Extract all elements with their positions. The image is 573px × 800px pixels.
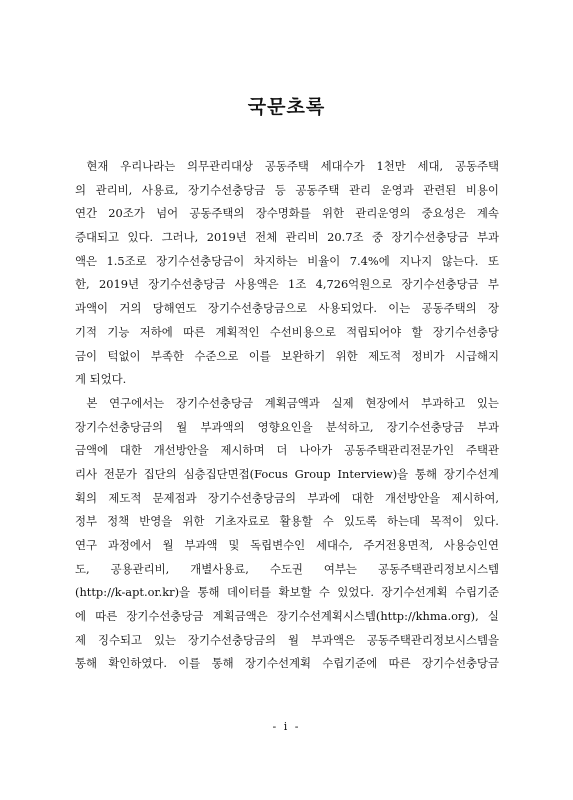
text-line: 통해 확인하였다. 이를 통해 장기수선계획 수립기준에 따른 장기수선충당금 bbox=[75, 656, 499, 671]
text-line: (http://k-apt.or.kr)을 통해 데이터를 확보할 수 있었다. 장기수선계획 수립기준 bbox=[75, 585, 499, 600]
text-line: 연간 20조가 넘어 공동주택의 장수명화를 위한 관리운영의 중요성은 계속 bbox=[75, 206, 499, 221]
text-line: 게 되었다. bbox=[75, 372, 127, 387]
text-line: 금액에 대한 개선방안을 제시하며 더 나아가 공동주택관리전문가인 주택관 bbox=[75, 443, 499, 458]
text-line: 과액이 거의 당해연도 장기수선충당금으로 사용되었다. 이는 공동주택의 장 bbox=[75, 301, 499, 316]
text-line: 현재 우리나라는 의무관리대상 공동주택 세대수가 1천만 세대, 공동주택 bbox=[75, 159, 499, 173]
text-line: 본 연구에서는 장기수선충당금 계획금액과 실제 현장에서 부과하고 있는 bbox=[75, 395, 499, 410]
text-line: 한, 2019년 장기수선충당금 사용액은 1조 4,726억원으로 장기수선충당금 부 bbox=[75, 277, 499, 292]
text-line: 액은 1.5조로 장기수선충당금이 차지하는 비율이 7.4%에 지나지 않는다. 또 bbox=[75, 253, 499, 268]
text-line: 연구 과정에서 월 부과액 및 독립변수인 세대수, 주거전용면적, 사용승인연 bbox=[75, 538, 499, 552]
text-line: 정부 정책 반영을 위한 기초자료로 활용할 수 있도록 하는데 목적이 있다. bbox=[75, 514, 499, 529]
text-line: 에 따른 장기수선충당금 계획금액은 장기수선계획시스템(http://khma.org), 실 bbox=[75, 609, 499, 624]
text-line: 기적 기능 저하에 따른 계획적인 수선비용으로 적립되어야 할 장기수선충당 bbox=[75, 324, 499, 339]
text-line: 도, 공용관리비, 개별사용료, 수도권 여부는 공동주택관리정보시스템 bbox=[75, 561, 499, 576]
text-line: 장기수선충당금의 월 부과액의 영향요인을 분석하고, 장기수선충당금 부과 bbox=[75, 419, 499, 434]
page-title: 국문초록 bbox=[247, 96, 326, 118]
text-line: 증대되고 있다. 그러나, 2019년 전체 관리비 20.7조 중 장기수선충당금 부과 bbox=[75, 230, 499, 245]
text-line: 의 관리비, 사용료, 장기수선충당금 등 공동주택 관리 운영과 관련된 비용이 bbox=[75, 182, 499, 197]
text-line: 제 징수되고 있는 장기수선충당금의 월 부과액은 공동주택관리정보시스템을 bbox=[75, 632, 499, 647]
page-number: - i - bbox=[272, 720, 301, 733]
text-line: 리사 전문가 집단의 심층집단면접(Focus Group Interview)을 통해 장기수선계 bbox=[75, 466, 499, 481]
abstract-body bbox=[75, 155, 499, 676]
text-line: 금이 턱없이 부족한 수준으로 이를 보완하기 위한 제도적 정비가 시급해지 bbox=[75, 348, 499, 363]
text-line: 획의 제도적 문제점과 장기수선충당금의 부과에 대한 개선방안을 제시하여, bbox=[75, 490, 499, 505]
